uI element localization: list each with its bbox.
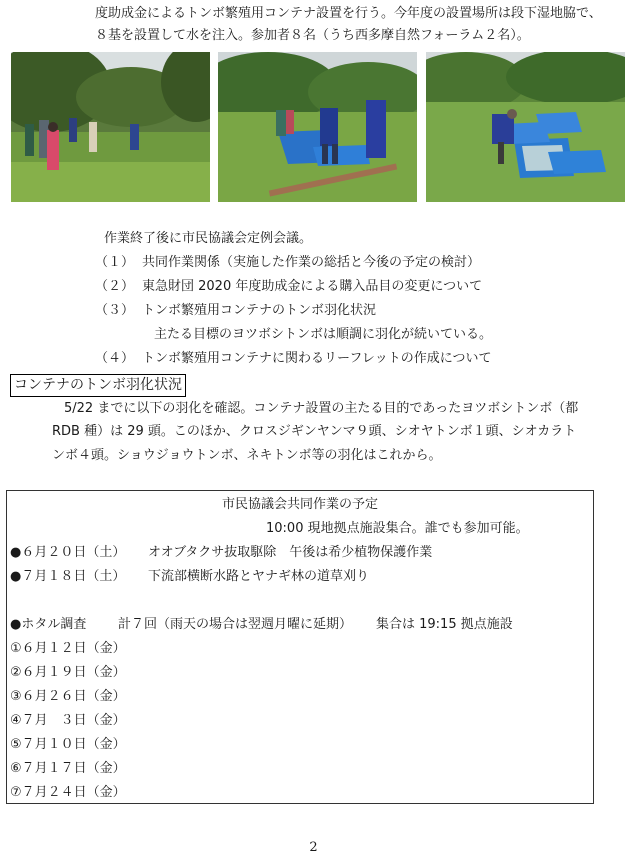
schedule-title: 市民協議会共同作業の予定 — [221, 497, 378, 512]
photo-group-in-grass — [11, 52, 210, 202]
event-date: ●７月１８日（土） — [10, 569, 126, 584]
event-date: ●６月２０日（土） — [10, 545, 126, 560]
emergence-section-title: コンテナのトンボ羽化状況 — [10, 374, 186, 397]
emergence-line-1: 5/22 までに以下の羽化を確認。コンテナ設置の主たる目的であったヨツボシトンボ（都 — [64, 401, 579, 416]
hotaru-label: ●ホタル調査 — [10, 617, 87, 632]
meeting-item-number: （３） — [95, 303, 135, 318]
hotaru-date: ①６月１２日（金） — [10, 641, 126, 656]
intro-line-2: ８基を設置して水を注入。参加者８名（うち西多摩自然フォーラム２名）。 — [95, 28, 530, 43]
event-description: オオブタクサ抜取駆除 午後は希少植物保護作業 — [148, 545, 433, 560]
event-description: 下流部横断水路とヤナギ林の道草刈り — [148, 569, 370, 584]
hotaru-count: 計７回（雨天の場合は翌週月曜に延期） — [118, 617, 353, 632]
meeting-item-text: トンボ繁殖用コンテナのトンボ羽化状況 — [142, 303, 377, 318]
meeting-item-text: トンボ繁殖用コンテナに関わるリーフレットの作成について — [142, 351, 492, 366]
hotaru-date: ④７月 ３日（金） — [10, 713, 126, 728]
photo-filled-containers — [426, 52, 625, 202]
page-number: 2 — [309, 840, 318, 855]
hotaru-date: ⑤７月１０日（金） — [10, 737, 126, 752]
photo-placing-containers — [218, 52, 417, 202]
meeting-heading: 作業終了後に市民協議会定例会議。 — [104, 231, 313, 246]
meeting-item-text: 主たる目標のヨツボシトンボは順調に羽化が続いている。 — [154, 327, 493, 342]
hotaru-date: ⑥７月１７日（金） — [10, 761, 126, 776]
meeting-item-number: （４） — [95, 351, 135, 366]
meeting-item-number: （１） — [95, 255, 135, 270]
meeting-item-text: 共同作業関係（実施した作業の総括と今後の予定の検討） — [142, 255, 481, 270]
emergence-line-2: RDB 種）は 29 頭。このほか、クロスジギンヤンマ９頭、シオヤトンボ１頭、シオカラト — [52, 424, 577, 439]
schedule-note: 10:00 現地拠点施設集合。誰でも参加可能。 — [266, 521, 529, 536]
hotaru-date: ②６月１９日（金） — [10, 665, 126, 680]
hotaru-meeting-point: 集合は 19:15 拠点施設 — [376, 617, 513, 632]
meeting-item-number: （２） — [95, 279, 135, 294]
emergence-line-3: ンボ４頭。ショウジョウトンボ、ネキトンボ等の羽化はこれから。 — [52, 448, 442, 463]
meeting-item-text: 東急財団 2020 年度助成金による購入品目の変更について — [142, 279, 483, 294]
intro-line-1: 度助成金によるトンボ繁殖用コンテナ設置を行う。今年度の設置場所は段下湿地脇で、 — [95, 6, 602, 21]
hotaru-date: ③６月２６日（金） — [10, 689, 126, 704]
hotaru-date: ⑦７月２４日（金） — [10, 785, 126, 800]
